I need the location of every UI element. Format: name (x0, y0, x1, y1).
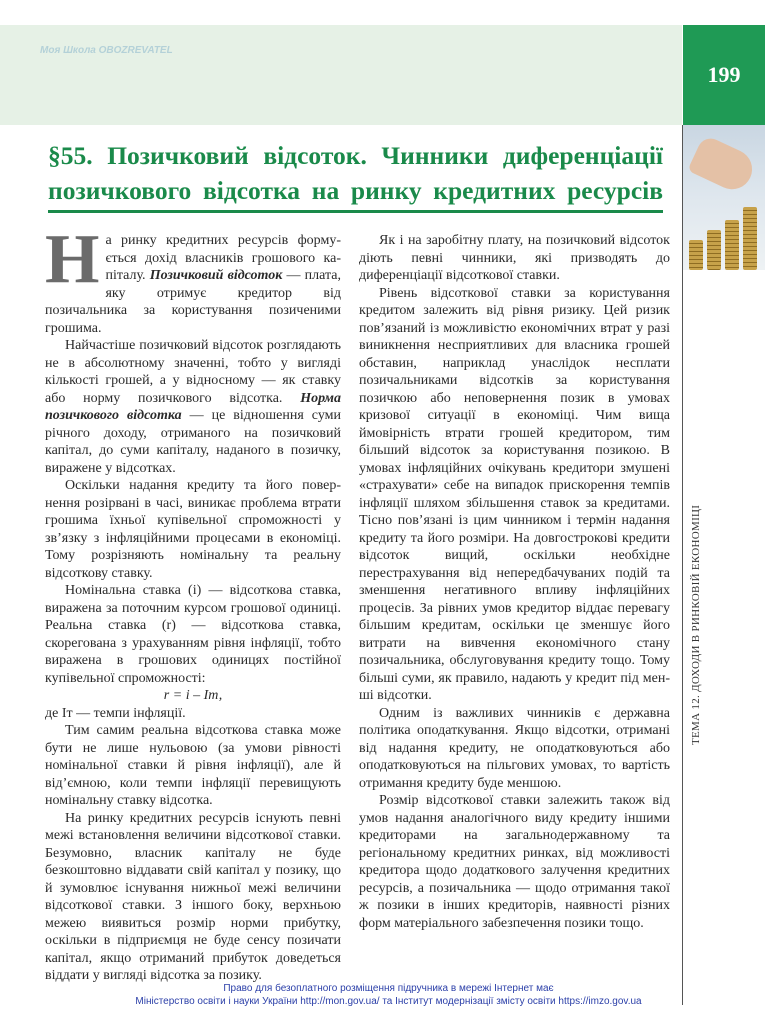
text: — це відношення суми річного доходу, отриманого на позичковий капітал, до суми капіталу, наданого в позичку, виражене у відсотках. (45, 408, 342, 476)
header-band (0, 25, 682, 125)
paragraph: Як і на заробітну плату, на позичковий відсоток діють певні чинники, які призводять до диференціації відсоткової ставки. (359, 233, 670, 283)
section-title: §55. Позичковий відсоток. Чинники диференціації позичкового відсотка на ринку кредитних ресурсів (48, 141, 663, 205)
text: Найчастіше позичковий відсоток розглядають не в абсолютному значенні, тобто у вигляді кількості грошей, а у відносному — як ставку або норму позичкового відсотка. (45, 338, 341, 406)
footer-line: Міністерство освіти і науки України http://mon.gov.ua/ та Інститут модернізації змісту освіти https://imzo.gov.ua (135, 996, 642, 1007)
paragraph: Номінальна ставка (i) — відсоткова ставка, виражена за поточним курсом грошової одиниці. Реальна ставка (r) — відсоткова ставка, скорегована з урахуванням рівня інфляції, тобто виражена в грошових одиницях постійної купівельної спроможності: (45, 583, 341, 686)
term: Позичковий відсоток (149, 268, 283, 283)
formula: r = i – Iт, (163, 688, 223, 703)
paragraph: Розмір відсоткової ставки залежить також від умов надання аналогічного виду кредиту іншими кредиторами на загальнодержавному та регіональному кредитних ринках, від можливості кредитора щодо додаткового залучення кредитних ресурсів, а позичальника — щодо отримання такої ж позики в інших кредиторів, наявності різних форм матеріального забезпечення позики тощо. (359, 793, 670, 931)
paragraph: Оскільки надання кредиту та його повернення розірвані в часі, виникає проблема втрати грошима їхньої купівельної спроможності у зв’язку з інфляційними процесами в економіці. Тому розрізняють номінальну та реальну відсоткову ставку. (45, 478, 341, 581)
right-column (359, 232, 670, 932)
paragraph (45, 221, 342, 337)
paragraph: Тим самим реальна відсоткова ставка може бути не лише нульовою (за умови рівності номінальної ставки й рівня інфляції), але й від’ємною, коли темпи інфляції перевищують номінальну ставку відсотка. (45, 723, 341, 808)
coin-stack (725, 220, 739, 270)
coin-stack (689, 240, 703, 270)
paragraph (45, 337, 341, 477)
footer (0, 982, 777, 1008)
hand-image (687, 134, 758, 196)
drop-cap: Н (45, 221, 100, 298)
margin-divider (682, 125, 683, 1005)
paragraph: де Iт — темпи інфляції. (45, 705, 186, 721)
text: а ринку кредитних ресурсів формується дохід власників грошового капіталу. (105, 233, 341, 283)
page-number: 199 (683, 25, 765, 125)
left-column (45, 221, 342, 985)
watermark: Моя Школа OBOZREVATEL (40, 45, 173, 56)
paragraph: Одним із важливих чинників є державна політика оподаткування. Якщо відсотки, отримані від надання кредиту, не оподатковуються або оподатковуються на пільгових умовах, то вартість отримання кредиту буде меншою. (359, 705, 670, 791)
coin-stack (707, 230, 721, 270)
coins-photo (683, 125, 765, 270)
coin-stack (743, 207, 757, 270)
paragraph: На ринку кредитних ресурсів існують певні межі встановлення величини відсоткової ставки. Безумовно, власник капіталу не буде безкоштовно віддавати свій капітал у позику, що й зумовлює існування нижньої межі величини відсоткової ставки. З іншого боку, верхньою межею виявиться розмір норми прибутку, оскільки в підприємця не буде сенсу позичати капітал, якщо отриманий прибуток доведеться віддати у вигляді відсотка за позику. (45, 810, 341, 983)
chapter-side-tab: ТЕМА 12. ДОХОДИ В РИНКОВІЙ ЕКОНОМІЦІ (690, 504, 702, 745)
text: — плата, яку отримує кредитор від позичальника за користування позиченими грошима. (45, 268, 342, 336)
title-underline (48, 210, 663, 213)
term: Норма позичкового відсотка (45, 390, 341, 423)
footer-line: Право для безоплатного розміщення підручника в мережі Інтернет має (223, 983, 554, 994)
paragraph: Рівень відсоткової ставки за користування кредитом залежить від рівня ризику. Цей ризик пов’язаний із можливістю економічних втрат у разі виникнення несприятливих для власника грошей обставин, наприклад унаслідок несплати позичальниками відсотків за користування позичкою або неповернення позик в умовах кризової ситуації в економіці. Чим вища ймовірність втрати грошей кредитором, тим більший відсоток за користування позикою. В умовах інфляційних очікувань кредитори змушені «страхувати» себе на випадок прискорення темпів інфляції шляхом збільшення ставок за кредитами. Тісно пов’язані із цим чинником і термін надання кредиту та його розміри. На довгострокові кредити відсоток вищий, оскільки необхідне перестрахування від непередбачуваних подій та зменшення негативного впливу інфляційних процесів. За рівних умов кредитор віддає перевагу більшим кредитам, оскільки це зменшує його витрати на вивчення економічного стану позичальника, обслуговування кредиту тощо. Тому більші суми, як правило, надають у кредит під менші відсотки. (359, 285, 670, 703)
